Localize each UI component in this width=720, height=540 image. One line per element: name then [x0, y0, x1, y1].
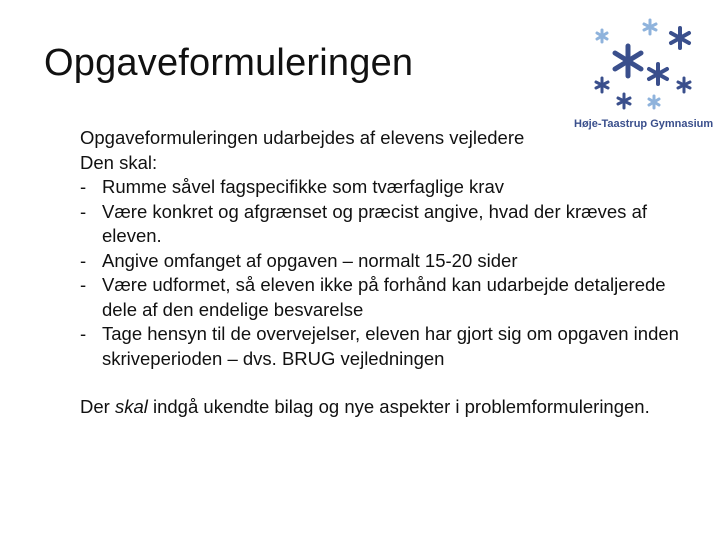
- closing-text: Der: [80, 396, 115, 417]
- slide-title: Opgaveformuleringen: [44, 42, 414, 84]
- intro-line: Den skal:: [80, 151, 158, 173]
- closing-paragraph: [80, 395, 680, 420]
- closing-emphasis: skal: [114, 396, 148, 417]
- closing-text: indgå ukendte bilag og nye aspekter i problemformuleringen.: [147, 396, 650, 417]
- bullet-dash: -: [80, 176, 87, 197]
- slide-body: [80, 126, 680, 420]
- list-item-text: Rumme såvel fagspecifikke som tværfaglige krav: [102, 176, 505, 197]
- list-item-text: Tage hensyn til de overvejelser, eleven har gjort sig om opgaven inden skriveperioden – dvs. BRUG vejledningen: [102, 323, 679, 369]
- intro-line: Opgaveformuleringen udarbejdes af elevens vejledere: [80, 127, 525, 148]
- logo-text: Høje-Taastrup Gymnasium: [574, 118, 714, 130]
- list-item: [80, 249, 680, 274]
- list-item: [80, 273, 680, 322]
- spacer: [80, 371, 680, 395]
- list-item-text: Være konkret og afgrænset og præcist angive, hvad der kræves af eleven.: [102, 200, 647, 246]
- bullet-dash: -: [80, 200, 87, 222]
- list-item: [80, 322, 680, 371]
- list-item-text: Være udformet, så eleven ikke på forhånd kan udarbejde detaljerede dele af den endelige besvarelse: [102, 274, 666, 320]
- bullet-dash: -: [80, 249, 87, 271]
- school-logo: [570, 8, 718, 134]
- snowflake-logo-icon: [588, 12, 698, 116]
- list-item: [80, 200, 680, 249]
- requirements-list: [80, 175, 680, 371]
- list-item-text: Angive omfanget af opgaven – normalt 15-20 sider: [102, 249, 518, 271]
- bullet-dash: -: [80, 274, 87, 295]
- bullet-dash: -: [80, 323, 87, 344]
- list-item: [80, 175, 680, 200]
